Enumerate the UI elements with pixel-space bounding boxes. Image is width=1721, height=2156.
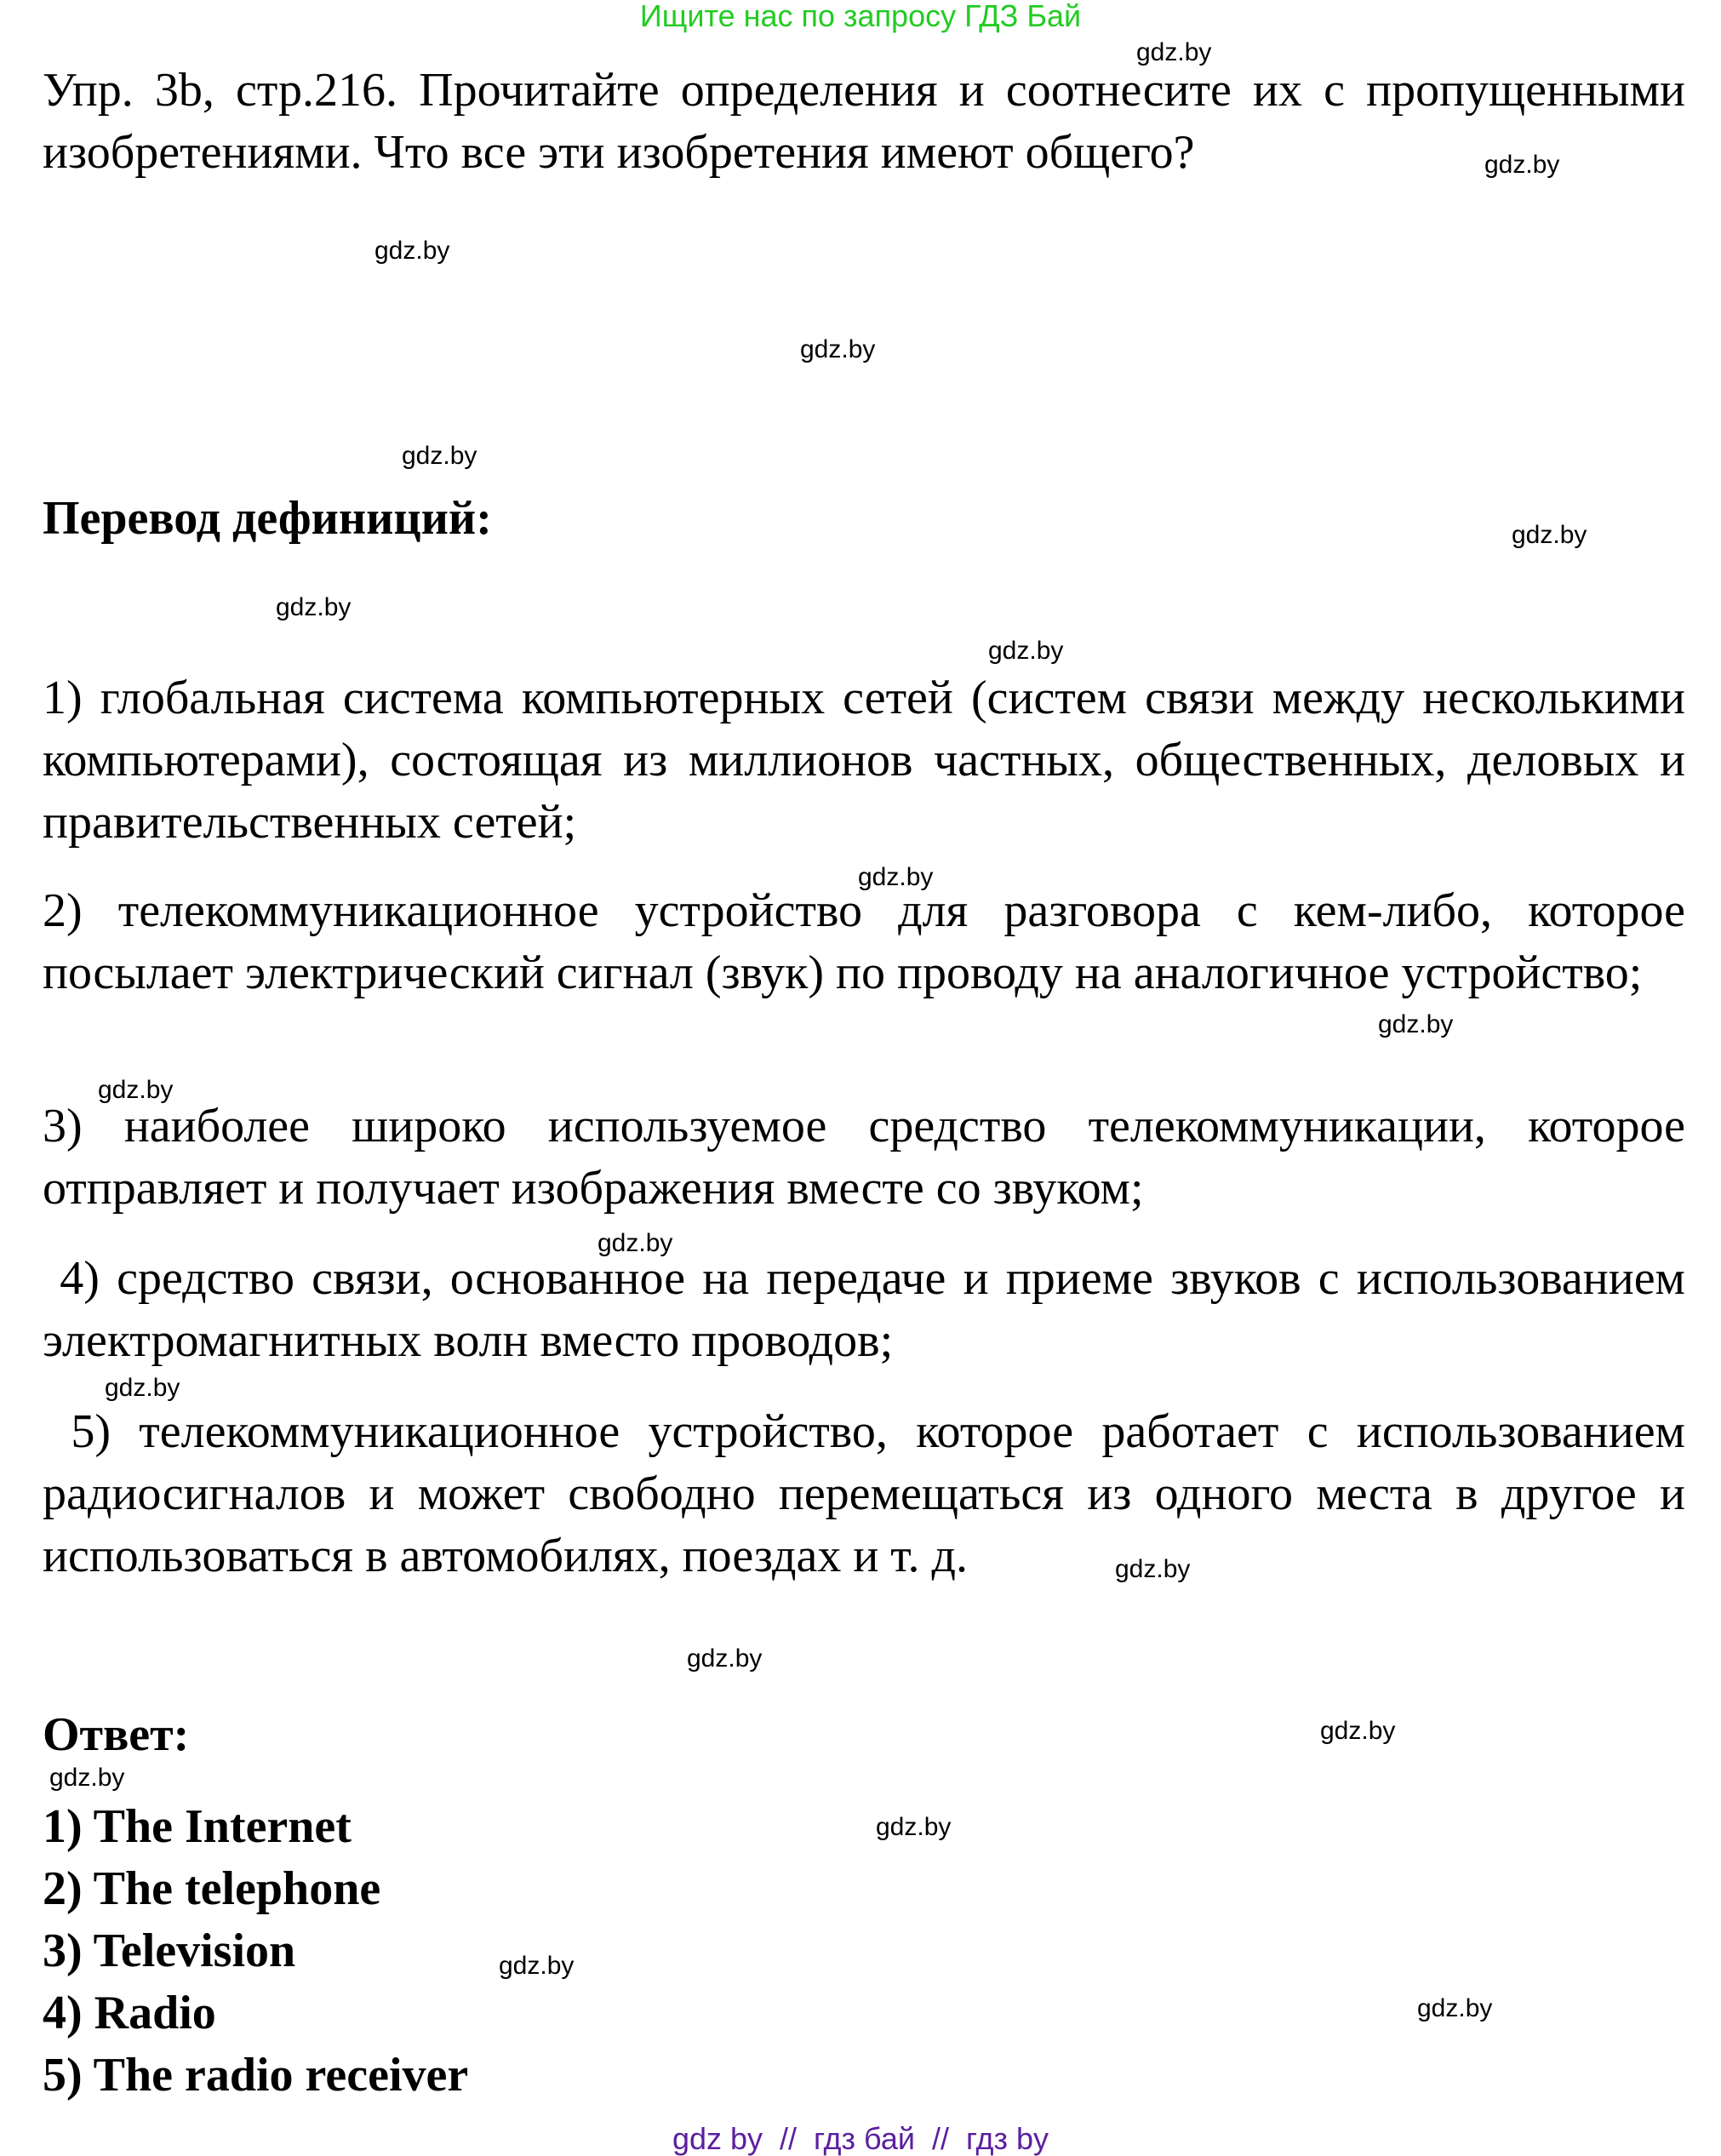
watermark: gdz.by bbox=[876, 1813, 952, 1841]
watermark: gdz.by bbox=[858, 863, 934, 891]
watermark: gdz.by bbox=[1512, 521, 1587, 549]
watermark: gdz.by bbox=[276, 593, 352, 621]
answer-item: 2) The telephone bbox=[43, 1862, 381, 1915]
definition-4: 4) средство связи, основанное на передаче и приеме звуков с использованием электромагнитных волн вместо проводов; bbox=[43, 1252, 1697, 1367]
answer-item: 5) The radio receiver bbox=[43, 2049, 469, 2102]
watermark: gdz.by bbox=[1378, 1010, 1454, 1038]
watermark: gdz.by bbox=[402, 442, 477, 470]
translation-heading: Перевод дефиниций: bbox=[43, 492, 492, 545]
definition-2: 2) телекоммуникационное устройство для разговора с кем-либо, которое посылает электрический сигнал (звук) по проводу на аналогичное устройство; bbox=[43, 884, 1685, 999]
watermark: gdz.by bbox=[49, 1764, 125, 1792]
answers-list bbox=[43, 1796, 468, 2107]
answer-item: 1) The Internet bbox=[43, 1800, 352, 1853]
answer-item: 4) Radio bbox=[43, 1987, 216, 2039]
watermark: gdz.by bbox=[1115, 1555, 1191, 1583]
definition-3: 3) наиболее широко используемое средство телекоммуникации, которое отправляет и получает изображения вместе со звуком; bbox=[43, 1100, 1685, 1215]
watermark: gdz.by bbox=[687, 1644, 763, 1673]
watermark: gdz.by bbox=[98, 1076, 174, 1104]
answer-item: 3) Television bbox=[43, 1924, 296, 1977]
watermark: gdz.by bbox=[988, 637, 1064, 665]
watermark: gdz.by bbox=[800, 335, 876, 363]
watermark: gdz.by bbox=[375, 237, 450, 265]
definition-5: 5) телекоммуникационное устройство, которое работает с использованием радиосигналов и может свободно перемещаться из одного места в другое и использоваться в автомобилях, поездах и т. д. bbox=[43, 1405, 1697, 1582]
watermark: gdz.by bbox=[105, 1374, 180, 1402]
watermark: gdz.by bbox=[1136, 38, 1212, 66]
watermark: gdz.by bbox=[1417, 1994, 1493, 2022]
task-text: Упр. 3b, стр.216. Прочитайте определения и соотнесите их с пропущенными изобретениями. Что все эти изобретения имеют общего? bbox=[43, 64, 1685, 179]
watermark: gdz.by bbox=[597, 1229, 673, 1257]
answer-heading: Ответ: bbox=[43, 1708, 190, 1761]
search-banner: Ищите нас по запросу ГДЗ Бай bbox=[639, 0, 1082, 33]
watermark: gdz.by bbox=[1484, 151, 1560, 179]
definition-1: 1) глобальная система компьютерных сетей (систем связи между несколькими компьютерами), состоящая из миллионов частных, общественных, деловых и правительственных сетей; bbox=[43, 672, 1685, 849]
watermark: gdz.by bbox=[1320, 1717, 1396, 1745]
watermark: gdz.by bbox=[499, 1952, 575, 1980]
footer-links[interactable]: gdz by // гдз бай // гдз by bbox=[672, 2121, 1049, 2156]
